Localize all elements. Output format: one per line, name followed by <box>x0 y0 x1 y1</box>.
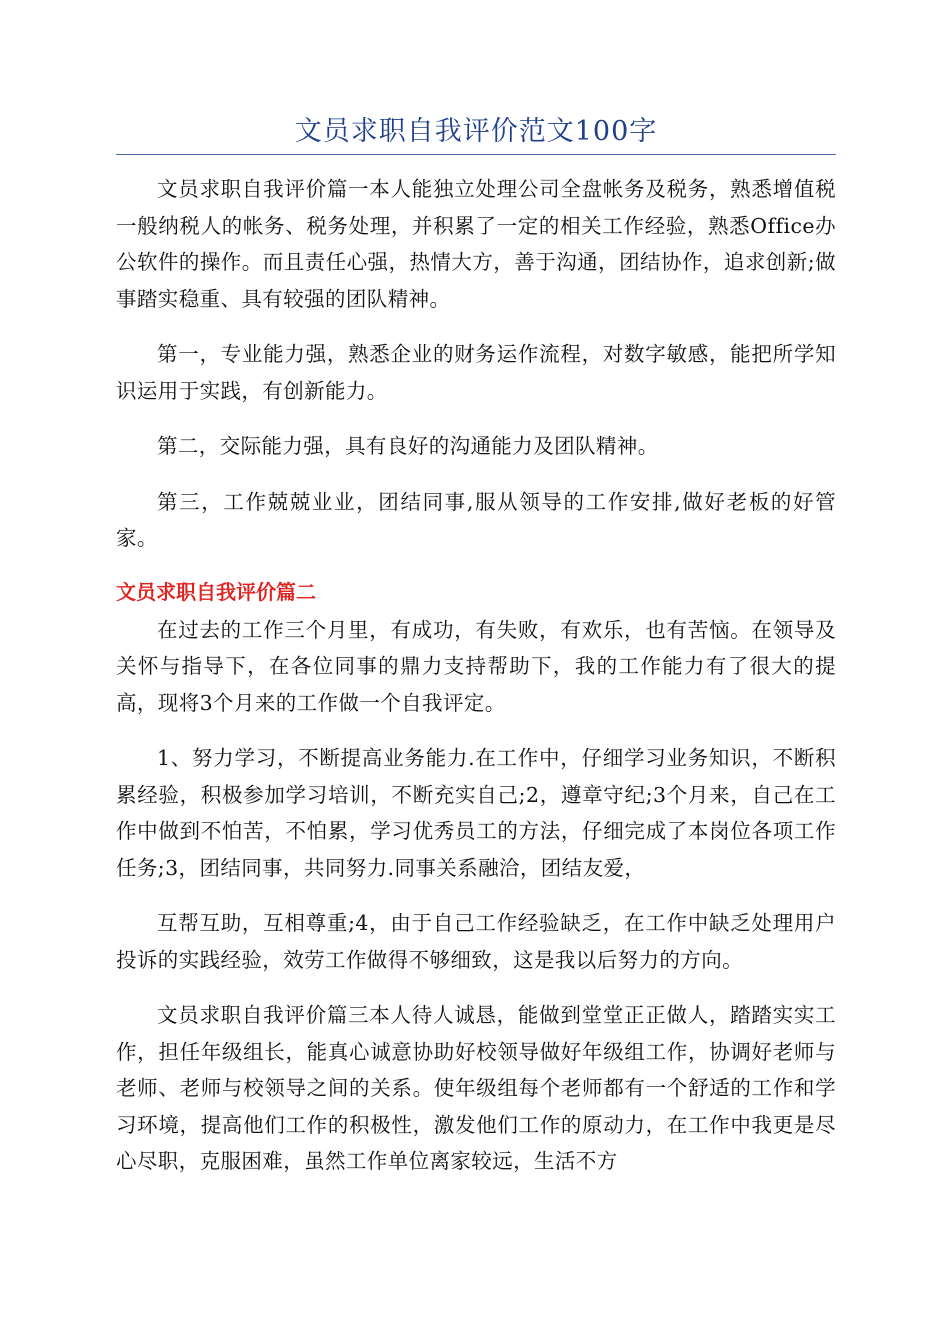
document-title: 文员求职自我评价范文100字 <box>294 116 658 147</box>
paragraph: 文员求职自我评价篇一本人能独立处理公司全盘帐务及税务，熟悉增值税一般纳税人的帐务、税务处理，并积累了一定的相关工作经验，熟悉Office办公软件的操作。而且责任心强，热情大方，善于沟通，团结协作，追求创新;做事踏实稳重、具有较强的团队精神。 <box>116 177 836 311</box>
document-page <box>116 112 836 1199</box>
title-underline <box>116 154 836 155</box>
paragraph: 文员求职自我评价篇三本人待人诚恳，能做到堂堂正正做人，踏踏实实工作，担任年级组长，能真心诚意协助好校领导做好年级组工作，协调好老师与老师、老师与校领导之间的关系。使年级组每个老师都有一个舒适的工作和学习环境，提高他们工作的积极性，激发他们工作的原动力，在工作中我更是尽心尽职，克服困难，虽然工作单位离家较远，生活不方 <box>116 1003 836 1173</box>
paragraph: 第一，专业能力强，熟悉企业的财务运作流程，对数字敏感，能把所学知识运用于实践，有创新能力。 <box>116 342 836 403</box>
paragraph: 互帮互助，互相尊重;4，由于自己工作经验缺乏，在工作中缺乏处理用户投诉的实践经验，效劳工作做得不够细致，这是我以后努力的方向。 <box>116 911 836 972</box>
paragraph: 1、努力学习，不断提高业务能力.在工作中，仔细学习业务知识，不断积累经验，积极参加学习培训，不断充实自己;2，遵章守纪;3个月来，自己在工作中做到不怕苦，不怕累，学习优秀员工的方法，仔细完成了本岗位各项工作任务;3，团结同事，共同努力.同事关系融洽，团结友爱， <box>116 746 836 880</box>
paragraph: 在过去的工作三个月里，有成功，有失败，有欢乐，也有苦恼。在领导及关怀与指导下，在各位同事的鼎力支持帮助下，我的工作能力有了很大的提高，现将3个月来的工作做一个自我评定。 <box>116 617 836 715</box>
paragraph: 第二，交际能力强，具有良好的沟通能力及团队精神。 <box>157 434 659 458</box>
section-heading: 文员求职自我评价篇二 <box>116 579 316 604</box>
document-body <box>116 171 836 1180</box>
paragraph: 第三，工作兢兢业业，团结同事,服从领导的工作安排,做好老板的好管家。 <box>116 489 836 550</box>
